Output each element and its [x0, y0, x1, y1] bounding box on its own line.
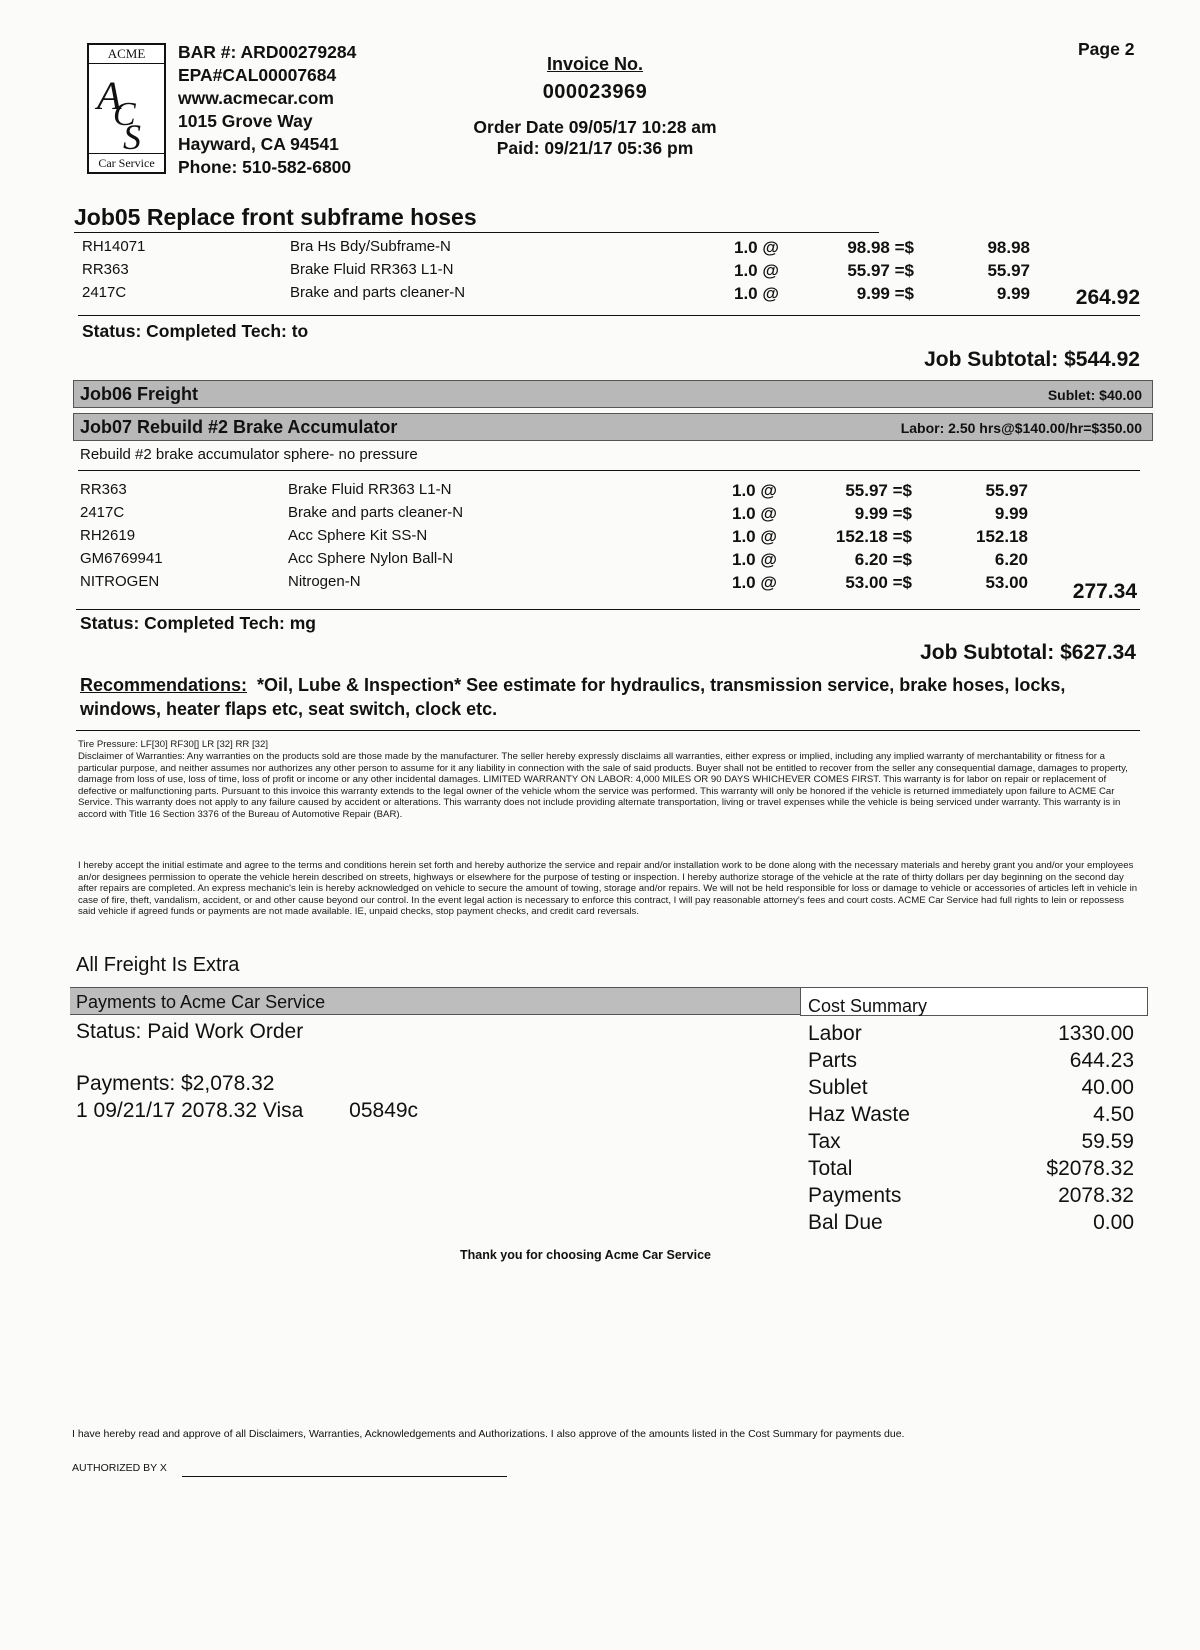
part-total: 6.20	[994, 550, 1028, 569]
epa-number: EPA#CAL00007684	[178, 65, 337, 85]
part-total: 53.00	[985, 573, 1028, 592]
divider	[78, 315, 1140, 316]
cost-value: 0.00	[1093, 1211, 1134, 1234]
part-description: Nitrogen-N	[288, 573, 361, 590]
part-price: 55.97 =$	[845, 481, 912, 500]
divider	[76, 609, 1140, 610]
logo-top-word: ACME	[89, 45, 164, 64]
part-price: 152.18 =$	[835, 527, 912, 546]
shop-city: Hayward, CA 94541	[178, 134, 339, 154]
part-description: Brake Fluid RR363 L1-N	[290, 261, 454, 278]
shop-info	[178, 41, 356, 179]
bar-number: BAR #: ARD00279284	[178, 42, 357, 62]
cost-label: Haz Waste	[808, 1103, 910, 1126]
job06-sublet: Sublet: $40.00	[1047, 387, 1142, 403]
cost-value: 644.23	[1069, 1049, 1134, 1072]
logo-bottom-word: Car Service	[89, 153, 164, 172]
part-qty: 1.0 @	[732, 550, 777, 569]
authorized-by-label: AUTHORIZED BY X	[72, 1462, 167, 1474]
part-description: Brake and parts cleaner-N	[288, 504, 464, 521]
part-qty: 1.0 @	[734, 238, 779, 257]
part-description: Brake Fluid RR363 L1-N	[288, 481, 452, 498]
job07-description: Rebuild #2 brake accumulator sphere- no pressure	[80, 446, 418, 463]
job07-title: Job07 Rebuild #2 Brake Accumulator	[80, 417, 398, 437]
cost-row-parts	[808, 1049, 1134, 1075]
payment-line	[76, 1099, 418, 1123]
cost-row-sublet	[808, 1076, 1134, 1102]
part-total: 9.99	[994, 504, 1028, 523]
job05-subtotal: Job Subtotal: $544.92	[924, 348, 1140, 371]
job05-status: Status: Completed Tech: to	[82, 321, 309, 341]
part-qty: 1.0 @	[734, 261, 779, 280]
job07-parts-total: 277.34	[1072, 580, 1137, 603]
part-price: 6.20 =$	[854, 550, 912, 569]
part-code: RR363	[80, 481, 127, 498]
part-price: 98.98 =$	[847, 238, 914, 257]
divider	[78, 470, 1140, 471]
table-row	[0, 504, 1200, 526]
cost-value: 59.59	[1081, 1130, 1134, 1153]
cost-value: 4.50	[1093, 1103, 1134, 1126]
part-code: NITROGEN	[80, 573, 160, 590]
payment-amount: Payments: $2,078.32	[76, 1072, 275, 1095]
part-price: 9.99 =$	[856, 284, 914, 303]
job07-labor: Labor: 2.50 hrs@$140.00/hr=$350.00	[900, 420, 1142, 436]
table-row	[0, 573, 1200, 595]
thank-you-note: Thank you for choosing Acme Car Service	[460, 1248, 711, 1262]
part-total: 152.18	[976, 527, 1028, 546]
part-qty: 1.0 @	[732, 481, 777, 500]
authorization-terms: I hereby accept the initial estimate and agree to the terms and conditions herein set forth and hereby authorize the service and repair and/or installation work to be done along with the necessary materials and hereby grant you and/or your employees an/or designees permission to operate the vehicle herein described on streets, highways or elsewhere for the purpose of testing or inspection. I hereby authorize storage of the vehicle at the rate of thirty dollars per day beginning on the second day after repairs are completed. An express mechanic's lein is hereby acknowledged on vehicle to secure the amount of towing, storage and/or repairs. We will not be held responsible for loss or damage to vehicle or accessories of articles left in vehicle in case of fire, theft, vandalism, accident, or and other cause beyond our control. In the event legal action is necessary to enforce this contract, I will pay reasonable attorney's fees and court costs. ACME Car Service had full rights to lein or repossess said vehicle if agreed funds or payments are not made available. IE, unpaid checks, stop payment checks, and credit card reversals.	[78, 860, 1138, 917]
svg-text:C: C	[113, 96, 136, 133]
part-description: Brake and parts cleaner-N	[290, 284, 466, 301]
cost-label: Total	[808, 1157, 853, 1180]
cost-label: Bal Due	[808, 1211, 883, 1234]
paid-date: Paid: 09/21/17 05:36 pm	[496, 138, 694, 158]
job06-title: Job06 Freight	[80, 384, 199, 404]
part-code: 2417C	[80, 504, 125, 521]
job05-parts-total: 264.92	[1075, 286, 1140, 309]
acme-logo	[87, 43, 166, 174]
approval-statement: I have hereby read and approve of all Disclaimers, Warranties, Acknowledgements and Authorizations. I also approve of the amounts listed in the Cost Summary for payments due.	[72, 1428, 905, 1440]
freight-note: All Freight Is Extra	[76, 954, 240, 976]
part-price: 53.00 =$	[845, 573, 912, 592]
invoice-number: 000023969	[542, 81, 648, 103]
order-date: Order Date 09/05/17 10:28 am	[473, 117, 717, 137]
cost-value: $2078.32	[1046, 1157, 1134, 1180]
table-row	[0, 550, 1200, 572]
recommendations	[80, 673, 1120, 721]
part-description: Acc Sphere Kit SS-N	[288, 527, 428, 544]
svg-text:A: A	[97, 73, 122, 118]
part-description: Bra Hs Bdy/Subframe-N	[290, 238, 451, 255]
part-code: GM6769941	[80, 550, 163, 567]
cost-label: Sublet	[808, 1076, 868, 1099]
job05-title: Job05 Replace front subframe hoses	[74, 204, 477, 230]
job05-title-rule	[74, 232, 879, 233]
cost-summary-title: Cost Summary	[808, 996, 928, 1016]
job07-status: Status: Completed Tech: mg	[80, 613, 316, 633]
payment-ref: 05849c	[349, 1099, 419, 1122]
cost-label: Labor	[808, 1022, 862, 1045]
payments-title: Payments to Acme Car Service	[76, 992, 326, 1012]
acs-monogram-icon	[93, 65, 161, 153]
table-row	[0, 481, 1200, 503]
shop-street: 1015 Grove Way	[178, 111, 313, 131]
part-qty: 1.0 @	[734, 284, 779, 303]
cost-value: 2078.32	[1058, 1184, 1134, 1207]
part-total: 98.98	[987, 238, 1030, 257]
table-row	[0, 284, 1200, 306]
part-description: Acc Sphere Nylon Ball-N	[288, 550, 454, 567]
cost-row-tax	[808, 1130, 1134, 1156]
job07-subtotal: Job Subtotal: $627.34	[920, 641, 1136, 664]
part-total: 9.99	[996, 284, 1030, 303]
part-code: RH2619	[80, 527, 136, 544]
signature-line	[182, 1476, 507, 1477]
invoice-block	[440, 54, 750, 159]
tire-pressure: Tire Pressure: LF[30] RF30[] LR [32] RR [32]	[78, 739, 268, 750]
shop-phone: Phone: 510-582-6800	[178, 157, 352, 177]
recommendations-text: *Oil, Lube & Inspection* See estimate for hydraulics, transmission service, brake hoses, locks, windows, heater flaps etc, seat switch, clock etc.	[80, 675, 1066, 719]
cost-value: 40.00	[1081, 1076, 1134, 1099]
svg-text:S: S	[123, 117, 141, 153]
part-price: 55.97 =$	[847, 261, 914, 280]
page-number: Page 2	[1078, 39, 1135, 59]
part-qty: 1.0 @	[732, 504, 777, 523]
part-qty: 1.0 @	[732, 527, 777, 546]
cost-value: 1330.00	[1058, 1022, 1134, 1045]
cost-row-payments	[808, 1184, 1134, 1210]
part-code: 2417C	[82, 284, 127, 301]
part-qty: 1.0 @	[732, 573, 777, 592]
part-total: 55.97	[987, 261, 1030, 280]
invoice-label: Invoice No.	[546, 54, 644, 74]
part-code: RH14071	[82, 238, 146, 255]
cost-label: Tax	[808, 1130, 841, 1153]
table-row	[0, 238, 1200, 260]
job06-header-bar	[73, 380, 1153, 408]
part-code: RR363	[82, 261, 129, 278]
recommendations-label: Recommendations:	[80, 675, 248, 695]
cost-row-labor	[808, 1022, 1134, 1048]
cost-label: Payments	[808, 1184, 902, 1207]
cost-row-total	[808, 1157, 1134, 1183]
part-total: 55.97	[985, 481, 1028, 500]
shop-website: www.acmecar.com	[178, 88, 334, 108]
table-row	[0, 261, 1200, 283]
cost-row-bal-due	[808, 1211, 1134, 1237]
cost-label: Parts	[808, 1049, 858, 1072]
payment-line-main: 1 09/21/17 2078.32 Visa	[76, 1099, 304, 1122]
cost-row-haz-waste	[808, 1103, 1134, 1129]
table-row	[0, 527, 1200, 549]
job07-header-bar	[73, 413, 1153, 441]
warranty-disclaimer: Disclaimer of Warranties: Any warranties on the products sold are those made by the manufacturer. The seller hereby expressly disclaims all warranties, either express or implied, including any implied warranty of merchantability or fitness for a particular purpose, and neither assumes nor authorizes any other person to assume for it any liability in connection with the sale of said products. Buyer shall not be entitled to recover from the seller any consequential damage, damages to property, damage from loss of use, loss of time, loss of profit or income or any other incidental damages. LIMITED WARRANTY ON LABOR: 4,000 MILES OR 90 DAYS WHICHEVER COMES FIRST. This warranty is for labor on repair or replacement of defective or malfunctioning parts. Pursuant to this invoice this warranty extends to the legal owner of the vehicle whom the service was performed. This warranty will only be honored if the vehicle is returned immediately upon failure to ACME Car Service. This warranty does not apply to any failure caused by accident or alterations. This warranty does not include providing alternate transportation, living or travel expenses while the vehicle is being serviced under warranty. This warranty is in accord with Title 16 Section 3376 of the Bureau of Automotive Repair (BAR).	[78, 751, 1128, 820]
payment-status: Status: Paid Work Order	[76, 1020, 304, 1043]
divider	[76, 730, 1140, 731]
part-price: 9.99 =$	[854, 504, 912, 523]
